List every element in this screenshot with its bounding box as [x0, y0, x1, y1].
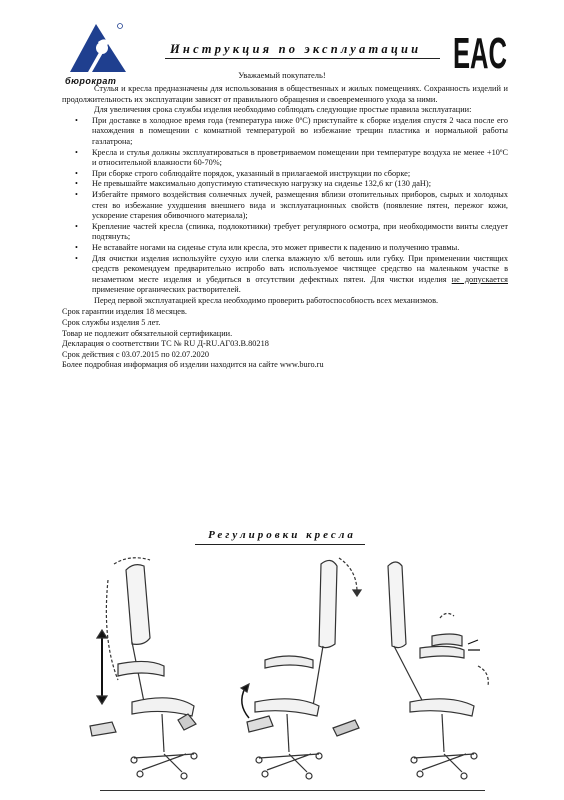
bottom-rule — [100, 790, 485, 791]
rule-item: • Не вставайте ногами на сиденье стула или кресла, это может привести к падению и получению травмы. — [62, 243, 508, 254]
rule-item: • Избегайте прямого воздействия солнечных лучей, размещения вблизи отопительных приборов, сырых и холодных стен во избежание ухудшения внешнего вида и эксплуатационных свойств (появление пятен, пережог кожи, ускорение старения обивочного материала); — [62, 190, 508, 222]
brand-name: бюрократ — [65, 76, 117, 86]
intro-paragraph: Стулья и кресла предназначены для использования в общественных и жилых помещениях. Сохранность изделий и продолжительность их эксплуатации зависят от правильного обращения и своевременного ухода за ними. — [62, 84, 508, 104]
check-note: Перед первой эксплуатацией кресла необходимо проверить работоспособность всех механизмов. — [94, 295, 439, 305]
title-underline — [165, 58, 440, 59]
chair-recline-adjust-icon — [225, 552, 375, 792]
footer-info — [62, 307, 508, 371]
rule-item: • При доставке в холодное время года (температура ниже 0ºС) приступайте к сборке изделия спустя 2 часа после его нахождения в помещении с комнатной температурой во избежание трещин пластика и нормальной работы газлатрона; — [62, 116, 508, 148]
rule-emphasis: не допускается — [451, 274, 508, 284]
section-underline — [195, 544, 365, 545]
footer-line: Срок действия с 03.07.2015 по 02.07.2020 — [62, 349, 210, 359]
rule-item — [62, 254, 508, 296]
page-title: Инструкция по эксплуатации — [170, 42, 422, 56]
chair-armrest-adjust-icon — [370, 552, 520, 792]
greeting: Уважаемый покупатель! — [238, 70, 326, 80]
eac-mark-text: EAC — [453, 29, 507, 78]
instructions-body — [62, 84, 508, 371]
footer-line: Срок службы изделия 5 лет. — [62, 318, 161, 328]
rule-item: • При сборке строго соблюдайте порядок, указанный в прилагаемой инструкции по сборке; — [62, 169, 508, 180]
footer-line: Декларация о соответствии ТС № RU Д-RU.АГ03.В.80218 — [62, 339, 269, 349]
section-title: Регулировки кресла — [208, 529, 356, 541]
footer-line: Более подробная информация об изделии находится на сайте www.buro.ru — [62, 360, 324, 370]
rule-item: • Кресла и стулья должны эксплуатироваться в проветриваемом помещении при температуре воздуха не менее +10ºС и относительной влажности 60-70%; — [62, 148, 508, 169]
rule-text: Для очистки изделия используйте сухую или слегка влажную х/б ветошь или губку. При применении чистящих средств рекомендуем предварительно испробо вать используемое чистящее средство на маленьком участке в незаметном месте изделия и убедиться в отсутствии дефектных пятен. Для чистки изделия — [92, 253, 508, 284]
rule-item: • Не превышайте максимально допустимую статическую нагрузку на сиденье 132,6 кг (130 даН); — [62, 179, 508, 190]
footer-line: Срок гарантии изделия 18 месяцев. — [62, 307, 187, 317]
rules-list — [62, 116, 508, 296]
rule-item: • Крепление частей кресла (спинка, подлокотники) требует регулярного осмотра, при необходимости винты следует подтянуть; — [62, 222, 508, 243]
intro-paragraph: Для увеличения срока службы изделия необходимо соблюдать следующие простые правила эксплуатации: — [94, 105, 472, 115]
footer-line: Товар не подлежит обязательной сертификации. — [62, 328, 233, 338]
eac-mark-icon — [453, 28, 507, 78]
chair-height-adjust-icon — [82, 552, 232, 792]
rule-text: применение органических растворителей. — [92, 285, 241, 295]
